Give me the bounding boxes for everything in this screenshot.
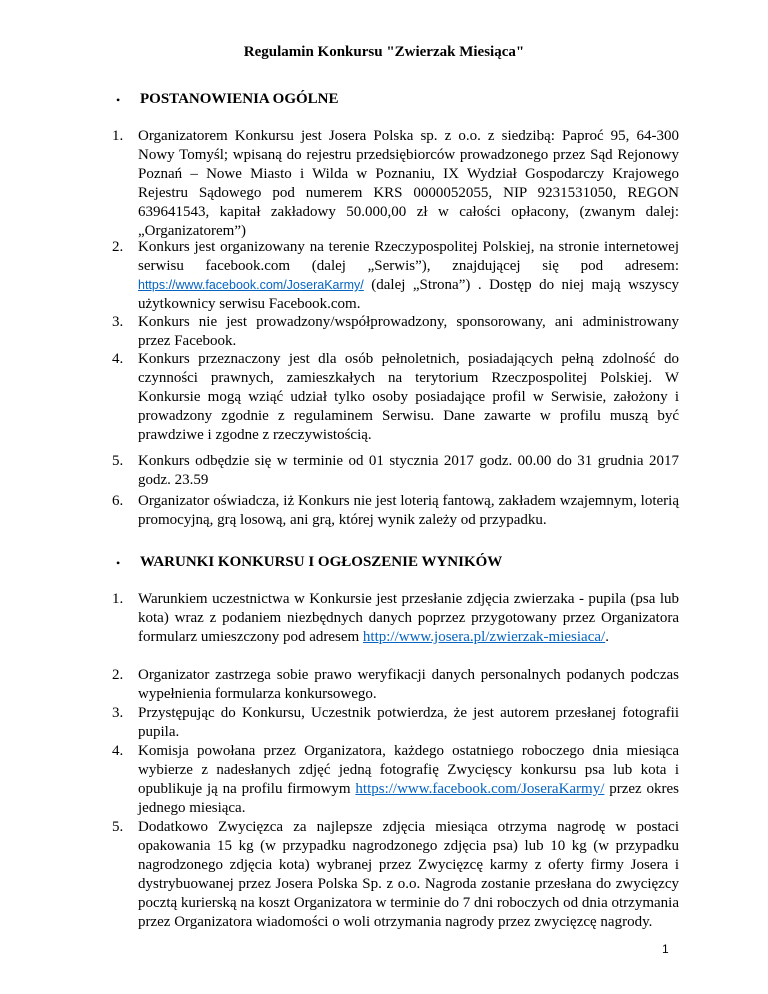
list-item [112, 704, 679, 742]
list-item [112, 492, 679, 530]
item-text [138, 590, 679, 647]
item-text: Organizatorem Konkursu jest Josera Polska sp. z o.o. z siedzibą: Paproć 95, 64-300 Nowy Tomyśl; wpisaną do rejestru przedsiębiorców prowadzonego przez Sąd Rejonowy Poznań – Nowe Miasto i Wilda w Poznaniu, IX Wydział Gospodarczy Krajowego Rejestru Sądowego pod numerem KRS 0000052055, NIP 9231531050, REGON 639641543, kapitał zakładowy 50.000,00 zł w całości opłacony, (zwanym dalej: „Organizatorem”) [138, 128, 679, 239]
item-number: 3. [112, 314, 124, 330]
item-text-part: Warunkiem uczestnictwa w Konkursie jest przesłanie zdjęcia zwierzaka - pupila (psa lub kota) wraz z podaniem niezbędnych danych poprzez przygotowany przez Organizatora formularz umieszczony pod adresem [138, 591, 679, 645]
item-text: Dodatkowo Zwycięzca za najlepsze zdjęcia miesiąca otrzyma nagrodę w postaci opakowania 15 kg (w przypadku nagrodzonego zdjęcia psa) lub 10 kg (w przypadku nagrodzonego zdjęcia kota) wybranej przez Zwycięzcę karmy z oferty firmy Josera i dystrybuowanej przez Josera Polska Sp. z o.o. Nagroda zostanie przesłana do zwycięzcy pocztą kurierską na koszt Organizatora w terminie do 7 dni roboczych od dnia otrzymania przez Organizatora wiadomości o woli otrzymania nagrody przez zwycięzcę nagrody. [138, 819, 679, 930]
list-item [112, 590, 679, 647]
item-text: Organizator oświadcza, iż Konkurs nie jest loterią fantową, zakładem wzajemnym, loterią promocyjną, grą losową, ani grą, której wynik zależy od przypadku. [138, 493, 679, 528]
item-text: Organizator zastrzega sobie prawo weryfikacji danych personalnych podanych podczas wypełnienia formularza konkursowego. [138, 667, 679, 702]
item-number: 6. [112, 493, 124, 509]
item-text-part: Komisja powołana przez Organizatora, każdego ostatniego roboczego dnia miesiąca wybierze z nadesłanych zdjęć jedną fotografię Zwycięscy konkursu psa lub kota i opublikuje ją na profilu firmowym [138, 743, 679, 797]
item-text: Konkurs nie jest prowadzony/współprowadzony, sponsorowany, ani administrowany przez Facebook. [138, 314, 679, 349]
item-number: 5. [112, 453, 124, 469]
item-text [138, 238, 679, 314]
list-item [112, 127, 679, 241]
section-heading-conditions: WARUNKI KONKURSU I OGŁOSZENIE WYNIKÓW [140, 554, 503, 570]
josera-contest-link[interactable]: http://www.josera.pl/zwierzak-miesiaca/ [362, 629, 606, 645]
bullet-icon: • [116, 556, 121, 570]
bullet-icon: • [116, 93, 121, 107]
item-text: Konkurs przeznaczony jest dla osób pełnoletnich, posiadających pełną zdolność do czynności prawnych, zamieszkałych na terytorium Rzeczpospolitej Polskiej. W Konkursie mogą wziąć udział tylko osoby posiadające profil w Serwisie, założony i prowadzony zgodnie z regulaminem Serwisu. Dane zawarte w profilu muszą być prawdziwe i zgodne z rzeczywistością. [138, 351, 679, 443]
page-title: Regulamin Konkursu "Zwierzak Miesiąca" [243, 44, 525, 60]
list-item [112, 666, 679, 704]
list-item [112, 452, 679, 490]
item-number: 4. [112, 743, 124, 759]
item-number: 2. [112, 667, 124, 683]
item-text-part: . [605, 629, 609, 645]
item-number: 4. [112, 351, 124, 367]
facebook-profile-link[interactable]: https://www.facebook.com/JoseraKarmy/ [355, 781, 605, 797]
page-number: 1 [662, 942, 669, 956]
item-number: 2. [112, 239, 124, 255]
item-text-part: Konkurs jest organizowany na terenie Rzeczypospolitej Polskiej, na stronie internetowej serwisu facebook.com (dalej „Serwis”), znajdującej się pod adresem: [138, 239, 679, 274]
item-text: Konkurs odbędzie się w terminie od 01 stycznia 2017 godz. 00.00 do 31 grudnia 2017 godz. 23.59 [138, 453, 679, 488]
list-item [112, 818, 679, 932]
item-text-part: przez okres jednego miesiąca. [138, 781, 680, 816]
item-number: 3. [112, 705, 124, 721]
item-number: 5. [112, 819, 124, 835]
item-text: Przystępując do Konkursu, Uczestnik potwierdza, że jest autorem przesłanej fotografii pupila. [138, 705, 679, 740]
item-number: 1. [112, 591, 124, 607]
list-item [112, 313, 679, 351]
item-text-part: (dalej „Strona”) . Dostęp do niej mają wszyscy użytkownicy serwisu Facebook.com. [138, 277, 679, 312]
section-heading-general: POSTANOWIENIA OGÓLNE [140, 91, 339, 107]
item-text [138, 742, 679, 818]
list-item [112, 742, 679, 818]
list-item [112, 238, 679, 314]
list-item [112, 350, 679, 445]
item-number: 1. [112, 128, 124, 144]
facebook-link[interactable]: https://www.facebook.com/JoseraKarmy/ [138, 278, 364, 292]
